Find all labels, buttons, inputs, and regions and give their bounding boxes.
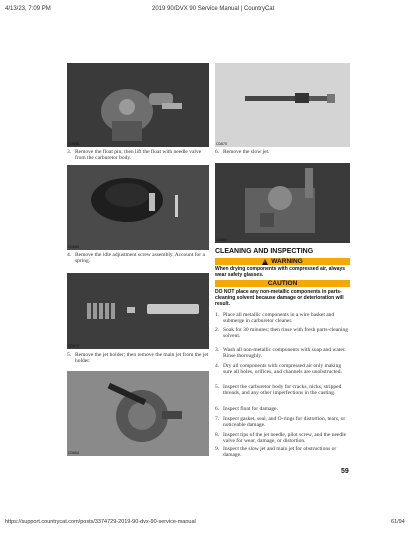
step-number: 6. [215, 406, 220, 412]
step-text: Remove the idle adjustment screw assembly. Account for a spring. [75, 252, 205, 265]
warning-label: WARNING [271, 258, 303, 265]
figure-code: CD688 [68, 142, 79, 146]
photo-carburetor-top [215, 163, 350, 243]
step-text: Inspect float for damage. [223, 406, 278, 412]
figure-code: CD683 [68, 245, 79, 249]
step-text: Place all metallic components in a wire basket and submerge in carburetor cleaner. [223, 312, 335, 325]
step-text: Inspect tips of the jet needle, pilot screw, and the needle valve for wear, damage, or distortion. [223, 432, 347, 445]
photo-slow-jet [215, 63, 350, 147]
caution-banner [215, 280, 350, 287]
step-number: 3. [67, 149, 72, 155]
print-url: https://support.countrycat.com/posts/3374729-2019-90-dvx-90-service-manual [5, 519, 196, 525]
print-title: 2019 90/DVX 90 Service Manual | CountryCat [152, 6, 275, 12]
figure-code: CD689 [216, 238, 227, 242]
figure-code: CD674 [68, 344, 79, 348]
warning-triangle-icon [262, 259, 268, 265]
step-text: Remove the slow jet. [223, 149, 270, 155]
step-text: Inspect the carburetor body for cracks, nicks, stripped threads, and any other imperfections in the casting. [223, 384, 342, 397]
step-text: Wash all non-metallic components with soap and water. Rinse thoroughly. [223, 347, 346, 360]
figure-code: CD664 [68, 451, 79, 455]
section-title: CLEANING AND INSPECTING [215, 248, 314, 255]
print-page-count: 61/94 [391, 519, 405, 525]
step-text: Inspect gasket, seal, and O-rings for distortion, tears, or noticeable damage. [223, 416, 346, 429]
step-number: 4. [67, 252, 72, 258]
step-number: 7. [215, 416, 220, 422]
step-number: 9. [215, 446, 220, 452]
warning-banner [215, 258, 350, 265]
step-number: 2. [215, 327, 220, 333]
step-text: Remove the jet holder; then remove the main jet from the jet holder. [75, 352, 209, 365]
step-text: Remove the float pin; then lift the float with needle valve from the carburetor body. [75, 149, 202, 162]
step-number: 4. [215, 363, 220, 369]
photo-carburetor-float [67, 63, 209, 147]
figure-code: CD670 [216, 142, 227, 146]
caution-label: CAUTION [267, 280, 298, 287]
step-number: 8. [215, 432, 220, 438]
step-number: 5. [215, 384, 220, 390]
step-text: Dry all components with compressed air only making sure all holes, orifices, and channels are unobstructed. [223, 363, 342, 376]
step-text: Soak for 30 minutes; then rinse with fresh parts-cleaning solvent. [223, 327, 348, 340]
warning-text: When drying components with compressed air, always wear safety glasses. [215, 266, 346, 278]
photo-carburetor-body [67, 371, 209, 456]
photo-jet-holder [67, 273, 209, 349]
page-number: 59 [341, 468, 349, 475]
step-number: 3. [215, 347, 220, 353]
step-number: 5. [67, 352, 72, 358]
print-datetime: 4/13/23, 7:09 PM [5, 6, 51, 12]
step-number: 1. [215, 312, 220, 318]
photo-idle-adjustment-screw [67, 165, 209, 250]
step-number: 6. [215, 149, 220, 155]
caution-text: DO NOT place any non-metallic components in parts-cleaning solvent because damage or deterioration will result. [215, 289, 344, 307]
step-text: Inspect the slow jet and main jet for obstructions or damage. [223, 446, 337, 459]
